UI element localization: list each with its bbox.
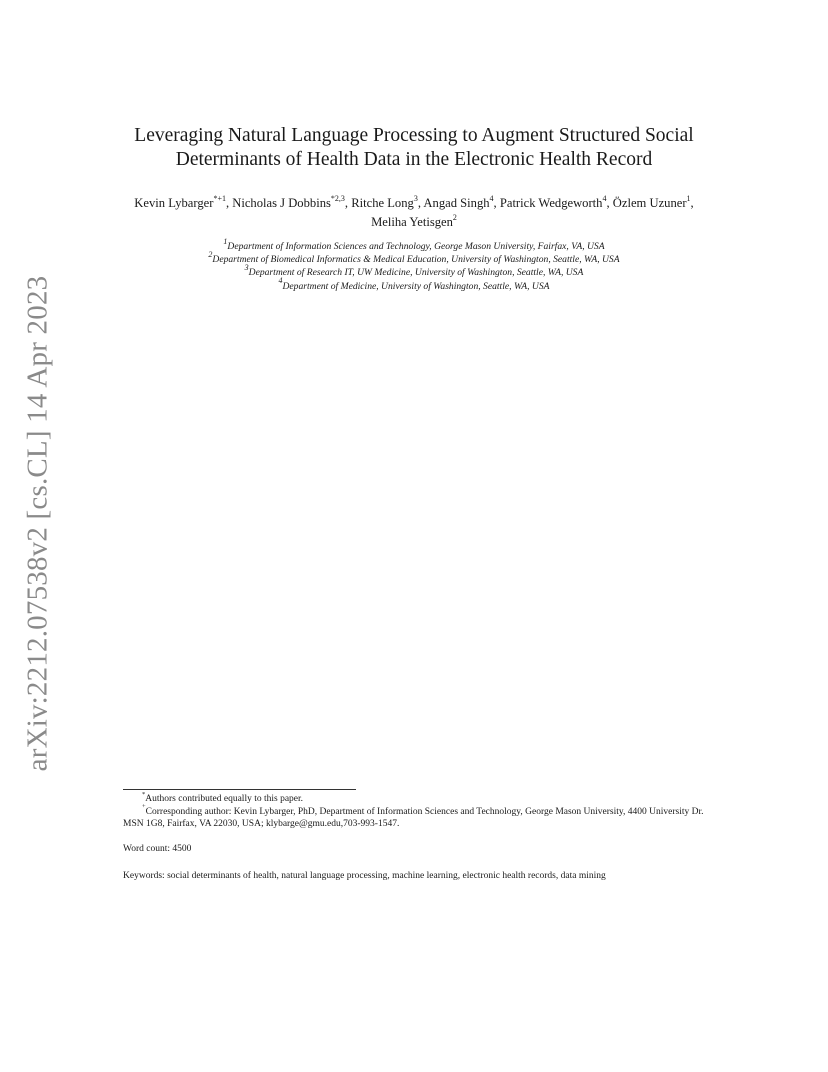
affiliation-line bbox=[100, 236, 728, 253]
footnote-text: Authors contributed equally to this paper. bbox=[145, 794, 304, 804]
author-superscript: 4 bbox=[489, 193, 494, 203]
footnote-text: Corresponding author: Kevin Lybarger, PhD, Department of Information Sciences and Technology, George Mason University, 4400 University Dr. MSN 1G8, Fairfax, VA 22030, USA; klybarge@gmu.edu,703-993-1547. bbox=[123, 806, 704, 829]
affiliation-text: Department of Information Sciences and Technology, George Mason University, Fairfax, VA, USA bbox=[227, 241, 605, 252]
affiliation-line bbox=[100, 250, 728, 266]
arxiv-identifier-text: arXiv:2212.07538v2 [cs.CL] 14 Apr 2023 bbox=[21, 275, 54, 771]
title-line-1: Leveraging Natural Language Processing to Augment Structured Social bbox=[134, 125, 694, 146]
footnote-divider bbox=[123, 789, 356, 790]
footnote-marker: + bbox=[142, 803, 146, 811]
author-superscript: 3 bbox=[413, 193, 418, 203]
paper-title bbox=[100, 124, 728, 172]
author-name: Ritche Long bbox=[351, 196, 414, 210]
affiliation-text: Department of Biomedical Informatics & Medical Education, University of Washington, Seattle, WA, USA bbox=[212, 254, 620, 266]
author-superscript: *2,3 bbox=[330, 193, 345, 203]
affiliation-list bbox=[100, 236, 728, 293]
affiliation-number: 2 bbox=[208, 250, 213, 260]
footnotes bbox=[123, 790, 713, 831]
affiliation-number: 4 bbox=[278, 276, 283, 286]
author-name: Patrick Wedgeworth bbox=[499, 196, 603, 210]
footnote-marker: * bbox=[142, 790, 146, 798]
affiliation-line bbox=[100, 263, 728, 279]
arxiv-identifier-stamp bbox=[21, 275, 54, 771]
affiliation-text: Department of Medicine, University of Washington, Seattle, WA, USA bbox=[282, 280, 550, 292]
author-name: Kevin Lybarger bbox=[134, 196, 214, 210]
keywords: Keywords: social determinants of health, natural language processing, machine learning, electronic health records, data mining bbox=[123, 871, 606, 881]
author-name: Nicholas J Dobbins bbox=[232, 196, 331, 210]
author-name: Özlem Uzuner bbox=[612, 196, 687, 210]
author-superscript: 4 bbox=[602, 193, 607, 203]
affiliation-line bbox=[100, 276, 728, 293]
affiliation-number: 3 bbox=[244, 263, 249, 273]
author-name: Meliha Yetisgen bbox=[371, 215, 453, 229]
footnote-equal-contribution bbox=[123, 790, 713, 806]
affiliation-text: Department of Research IT, UW Medicine, University of Washington, Seattle, WA, USA bbox=[248, 267, 584, 279]
title-line-2: Determinants of Health Data in the Electronic Health Record bbox=[175, 149, 653, 170]
author-superscript: *+1 bbox=[213, 193, 226, 203]
author-superscript: 2 bbox=[452, 212, 457, 222]
author-name: Angad Singh bbox=[423, 196, 490, 210]
footnote-corresponding-author bbox=[123, 803, 713, 831]
word-count: Word count: 4500 bbox=[123, 844, 192, 854]
affiliation-number: 1 bbox=[223, 236, 228, 246]
author-superscript: 1 bbox=[686, 193, 691, 203]
author-list: Kevin Lybarger$^{*+1}$, Nicholas J Dobbins$^{*2,3}$, Ritche Long$^3$, Angad Singh$^4$, Patrick Wedgeworth$^4$, Özlem Uzuner$^1$, Meliha Yetisgen$^2$ bbox=[134, 193, 694, 229]
